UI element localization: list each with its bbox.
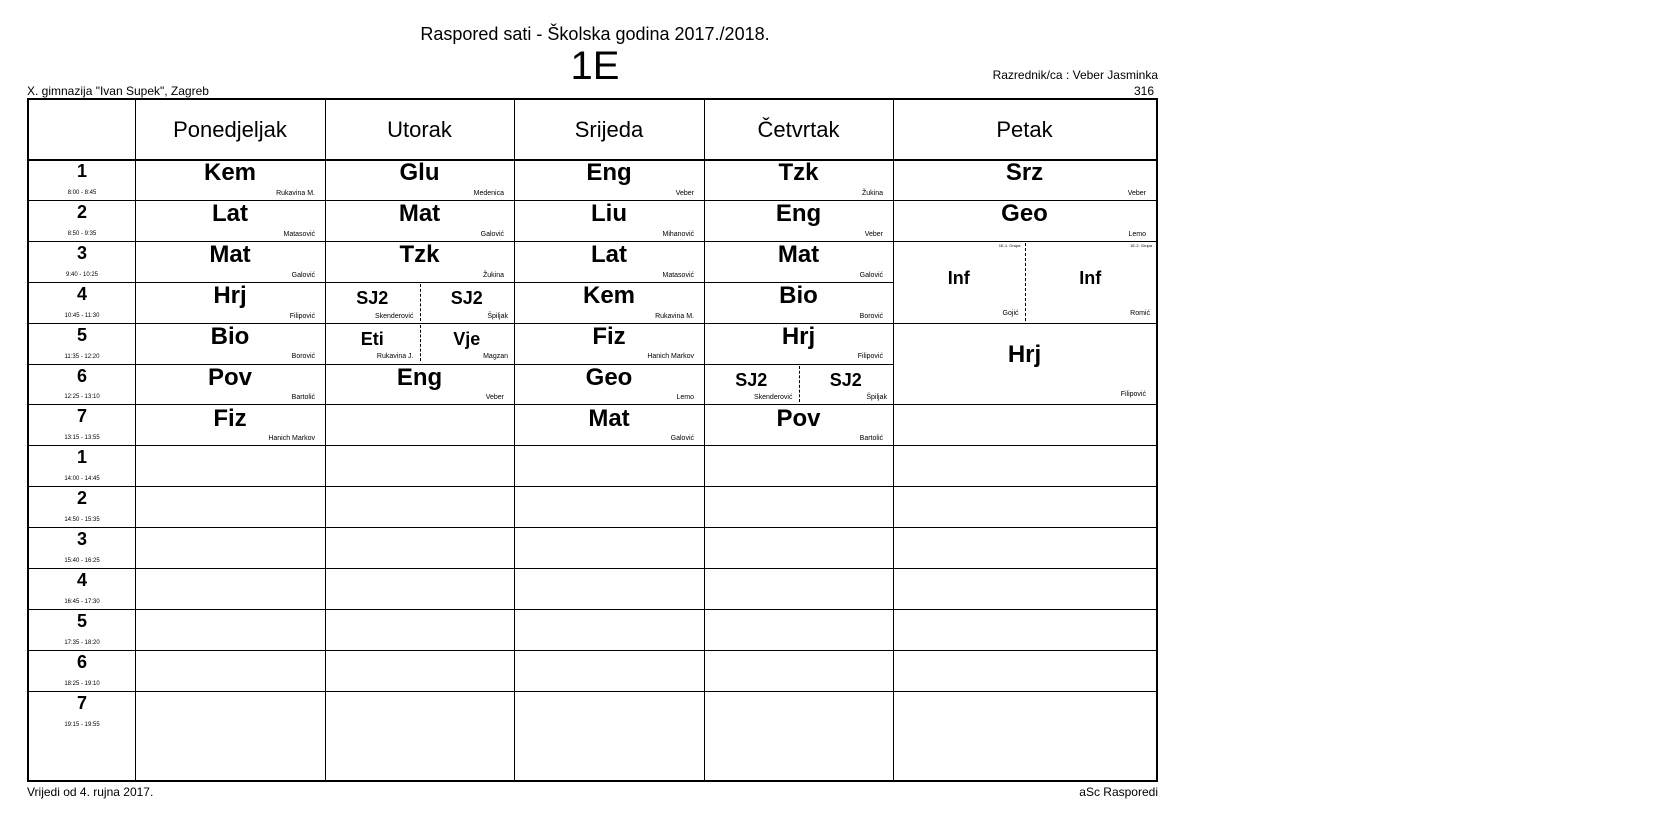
lesson-cell[interactable] <box>514 404 704 445</box>
lesson-subject: Eng <box>586 159 632 187</box>
row-divider <box>135 486 325 487</box>
period-number: 7 <box>76 406 87 427</box>
day-header: Utorak <box>387 116 452 142</box>
lesson-cell[interactable] <box>420 323 515 364</box>
day-header: Srijeda <box>574 116 644 142</box>
lesson-subject: SJ2 <box>829 369 862 390</box>
lesson-subject: Lat <box>591 241 627 269</box>
row-divider <box>325 609 514 610</box>
lesson-teacher: Hanich Markov <box>647 353 694 361</box>
lesson-cell[interactable] <box>514 241 704 282</box>
lesson-cell[interactable] <box>893 200 1156 241</box>
period-number: 4 <box>76 283 87 304</box>
lesson-teacher: Skenderović <box>753 394 793 402</box>
lesson-teacher: Magzan <box>483 353 508 361</box>
timetable-grid <box>27 98 1158 782</box>
lesson-teacher: Medenica <box>473 189 504 197</box>
class-teacher: Razrednik/ca : Veber Jasminka <box>992 68 1158 82</box>
row-divider <box>29 650 135 651</box>
lesson-subject: Tzk <box>399 241 440 269</box>
lesson-teacher: Matasović <box>283 230 315 238</box>
lesson-teacher: Filipović <box>857 353 883 361</box>
room-number: 316 <box>1133 84 1154 98</box>
lesson-cell[interactable] <box>704 200 893 241</box>
row-divider <box>514 445 704 446</box>
period-time: 17:35 - 18:20 <box>64 639 100 646</box>
lesson-cell[interactable] <box>135 404 325 445</box>
lesson-subject: Geo <box>1001 200 1048 228</box>
lesson-teacher: Skenderović <box>374 312 414 320</box>
lesson-subject: Hrj <box>1007 341 1042 369</box>
period-time: 16:45 - 17:30 <box>64 598 100 605</box>
period-time: 10:45 - 11:30 <box>64 312 100 319</box>
period-number: 7 <box>76 692 87 713</box>
day-header: Petak <box>996 116 1053 142</box>
lesson-teacher: Špiljak <box>487 312 508 320</box>
lesson-subject: Eti <box>360 329 384 350</box>
lesson-cell[interactable] <box>799 364 894 405</box>
lesson-teacher: Lemo <box>676 394 694 402</box>
lesson-teacher: Galović <box>670 435 694 443</box>
lesson-teacher: Veber <box>864 230 883 238</box>
period-number: 3 <box>76 242 87 263</box>
lesson-subject: Kem <box>582 282 636 310</box>
period-time: 13:15 - 13:55 <box>64 435 100 442</box>
lesson-cell[interactable] <box>135 282 325 323</box>
period-time: 12:25 - 13:10 <box>64 394 100 401</box>
row-divider <box>893 404 1156 405</box>
lesson-subject: Geo <box>585 363 633 391</box>
lesson-subject: Bio <box>779 282 818 310</box>
row-divider <box>893 527 1156 528</box>
lesson-subject: Mat <box>588 404 630 432</box>
row-divider <box>514 527 704 528</box>
lesson-group: 1E-2. Grupa <box>1130 242 1152 248</box>
lesson-teacher: Borović <box>291 353 315 361</box>
lesson-cell[interactable] <box>135 364 325 405</box>
lesson-cell[interactable] <box>325 159 514 200</box>
row-divider <box>29 691 135 692</box>
lesson-group: 1E-1. Grupa <box>998 242 1021 248</box>
lesson-teacher: Romić <box>1130 309 1150 317</box>
lesson-cell[interactable] <box>893 323 1156 405</box>
lesson-cell[interactable] <box>1025 241 1157 323</box>
lesson-subject: Hrj <box>213 282 247 310</box>
lesson-teacher: Rukavina M. <box>276 189 315 197</box>
day-header: Ponedjeljak <box>173 116 287 142</box>
lesson-cell[interactable] <box>704 323 893 364</box>
row-divider <box>325 527 514 528</box>
lesson-cell[interactable] <box>704 159 893 200</box>
lesson-teacher: Gojić <box>1002 309 1019 317</box>
row-divider <box>704 691 893 692</box>
row-divider <box>704 486 893 487</box>
row-divider <box>893 609 1156 610</box>
lesson-teacher: Galović <box>480 230 504 238</box>
lesson-teacher: Galović <box>291 271 315 279</box>
row-divider <box>29 282 135 283</box>
lesson-cell[interactable] <box>893 159 1156 200</box>
row-divider <box>135 445 325 446</box>
row-divider <box>514 486 704 487</box>
period-time: 14:50 - 15:35 <box>64 517 100 524</box>
period-time: 14:00 - 14:45 <box>64 476 100 483</box>
software-credit: aSc Rasporedi <box>1079 785 1158 799</box>
lesson-subject: SJ2 <box>356 288 389 309</box>
row-divider <box>893 691 1156 692</box>
period-number: 2 <box>76 201 87 222</box>
lesson-teacher: Veber <box>675 189 694 197</box>
period-number: 1 <box>76 161 87 181</box>
lesson-cell[interactable] <box>514 282 704 323</box>
lesson-teacher: Lemo <box>1128 230 1146 238</box>
row-divider <box>135 691 325 692</box>
row-divider <box>29 323 135 324</box>
lesson-cell[interactable] <box>135 159 325 200</box>
lesson-subject: Hrj <box>781 323 816 351</box>
lesson-cell[interactable] <box>325 282 420 323</box>
lesson-cell[interactable] <box>325 364 514 405</box>
row-divider <box>135 527 325 528</box>
lesson-cell[interactable] <box>135 200 325 241</box>
lesson-teacher: Galović <box>859 271 883 279</box>
period-number: 2 <box>76 488 87 509</box>
lesson-teacher: Rukavina M. <box>655 312 694 320</box>
lesson-cell[interactable] <box>704 364 799 405</box>
row-divider <box>893 650 1156 651</box>
row-divider <box>514 568 704 569</box>
lesson-subject: Fiz <box>592 323 626 351</box>
lesson-teacher: Žukina <box>861 189 883 197</box>
lesson-teacher: Rukavina J. <box>376 353 414 361</box>
row-divider <box>29 568 135 569</box>
lesson-subject: Pov <box>207 363 252 391</box>
lesson-cell[interactable] <box>704 404 893 445</box>
lesson-subject: Tzk <box>778 159 819 187</box>
period-number: 1 <box>76 447 87 468</box>
row-divider <box>704 568 893 569</box>
period-number: 6 <box>76 651 87 672</box>
lesson-teacher: Bartolić <box>291 394 315 402</box>
lesson-cell[interactable] <box>420 282 515 323</box>
lesson-teacher: Filipović <box>289 312 315 320</box>
period-number: 5 <box>76 610 87 631</box>
period-time: 15:40 - 16:25 <box>64 558 100 564</box>
lesson-subject: SJ2 <box>735 369 768 390</box>
period-time: 11:35 - 12:20 <box>64 353 100 360</box>
period-number: 6 <box>76 365 87 386</box>
row-divider <box>29 241 135 242</box>
row-divider <box>29 486 135 487</box>
row-divider <box>893 568 1156 569</box>
lesson-subject: Glu <box>399 159 440 187</box>
row-divider <box>893 486 1156 487</box>
lesson-subject: Liu <box>591 200 627 228</box>
row-divider <box>29 527 135 528</box>
lesson-cell[interactable] <box>893 241 1025 323</box>
lesson-subject: Bio <box>210 323 250 351</box>
row-divider <box>135 609 325 610</box>
lesson-cell[interactable] <box>325 241 514 282</box>
lesson-subject: Pov <box>776 404 821 432</box>
lesson-cell[interactable] <box>135 323 325 364</box>
lesson-cell[interactable] <box>514 323 704 364</box>
lesson-cell[interactable] <box>514 364 704 405</box>
row-divider <box>514 650 704 651</box>
lesson-teacher: Borović <box>859 312 883 320</box>
lesson-cell[interactable] <box>135 241 325 282</box>
period-time: 9:40 - 10:25 <box>65 271 99 278</box>
row-divider <box>325 445 514 446</box>
row-divider <box>325 404 514 405</box>
row-divider <box>514 691 704 692</box>
lesson-subject: Lat <box>212 200 248 228</box>
row-divider <box>29 364 135 365</box>
period-number: 5 <box>76 324 87 345</box>
lesson-cell[interactable] <box>514 159 704 200</box>
period-time: 8:00 - 8:45 <box>67 189 97 196</box>
row-divider <box>29 200 135 201</box>
lesson-teacher: Veber <box>485 394 504 402</box>
row-divider <box>29 445 135 446</box>
lesson-subject: Eng <box>396 363 443 391</box>
lesson-teacher: Hanich Markov <box>268 435 315 443</box>
lesson-subject: SJ2 <box>450 288 483 309</box>
lesson-teacher: Špiljak <box>866 394 887 402</box>
row-divider <box>325 486 514 487</box>
timetable-title: Raspored sati - Školska godina 2017./2018. <box>420 24 770 44</box>
lesson-subject: Srz <box>1005 159 1044 187</box>
row-divider <box>135 650 325 651</box>
lesson-subject: Eng <box>775 200 822 228</box>
class-name: 1E <box>570 44 620 88</box>
row-divider <box>325 568 514 569</box>
lesson-subject: Mat <box>777 241 820 269</box>
school-name: X. gimnazija "Ivan Supek", Zagreb <box>27 84 209 98</box>
lesson-subject: Mat <box>209 241 251 269</box>
lesson-cell[interactable] <box>704 241 893 282</box>
lesson-teacher: Filipović <box>1120 391 1146 399</box>
period-time: 19:15 - 19:55 <box>64 721 100 728</box>
lesson-teacher: Veber <box>1127 189 1146 197</box>
lesson-subject: Vje <box>453 329 481 350</box>
lesson-subject: Inf <box>1079 267 1102 288</box>
valid-from: Vrijedi od 4. rujna 2017. <box>27 785 154 799</box>
lesson-teacher: Bartolić <box>859 435 883 443</box>
row-divider <box>704 527 893 528</box>
lesson-subject: Inf <box>947 267 970 288</box>
lesson-subject: Mat <box>398 200 441 228</box>
row-divider <box>704 445 893 446</box>
lesson-cell[interactable] <box>704 282 893 323</box>
lesson-subject: Fiz <box>213 404 247 432</box>
period-number: 4 <box>76 570 87 590</box>
lesson-teacher: Žukina <box>482 271 504 279</box>
row-divider <box>325 650 514 651</box>
lesson-cell[interactable] <box>325 323 420 364</box>
lesson-teacher: Mihanović <box>662 230 694 238</box>
lesson-teacher: Matasović <box>662 271 694 279</box>
row-divider <box>893 445 1156 446</box>
row-divider <box>135 568 325 569</box>
row-divider <box>29 609 135 610</box>
row-divider <box>29 404 135 405</box>
row-divider <box>704 609 893 610</box>
period-time: 18:25 - 19:10 <box>64 680 100 687</box>
row-divider <box>514 609 704 610</box>
lesson-cell[interactable] <box>514 200 704 241</box>
day-header: Četvrtak <box>757 116 840 142</box>
period-time: 8:50 - 9:35 <box>67 230 97 237</box>
lesson-subject: Kem <box>203 159 257 187</box>
row-divider <box>704 650 893 651</box>
period-number: 3 <box>76 529 87 550</box>
lesson-cell[interactable] <box>325 200 514 241</box>
row-divider <box>325 691 514 692</box>
